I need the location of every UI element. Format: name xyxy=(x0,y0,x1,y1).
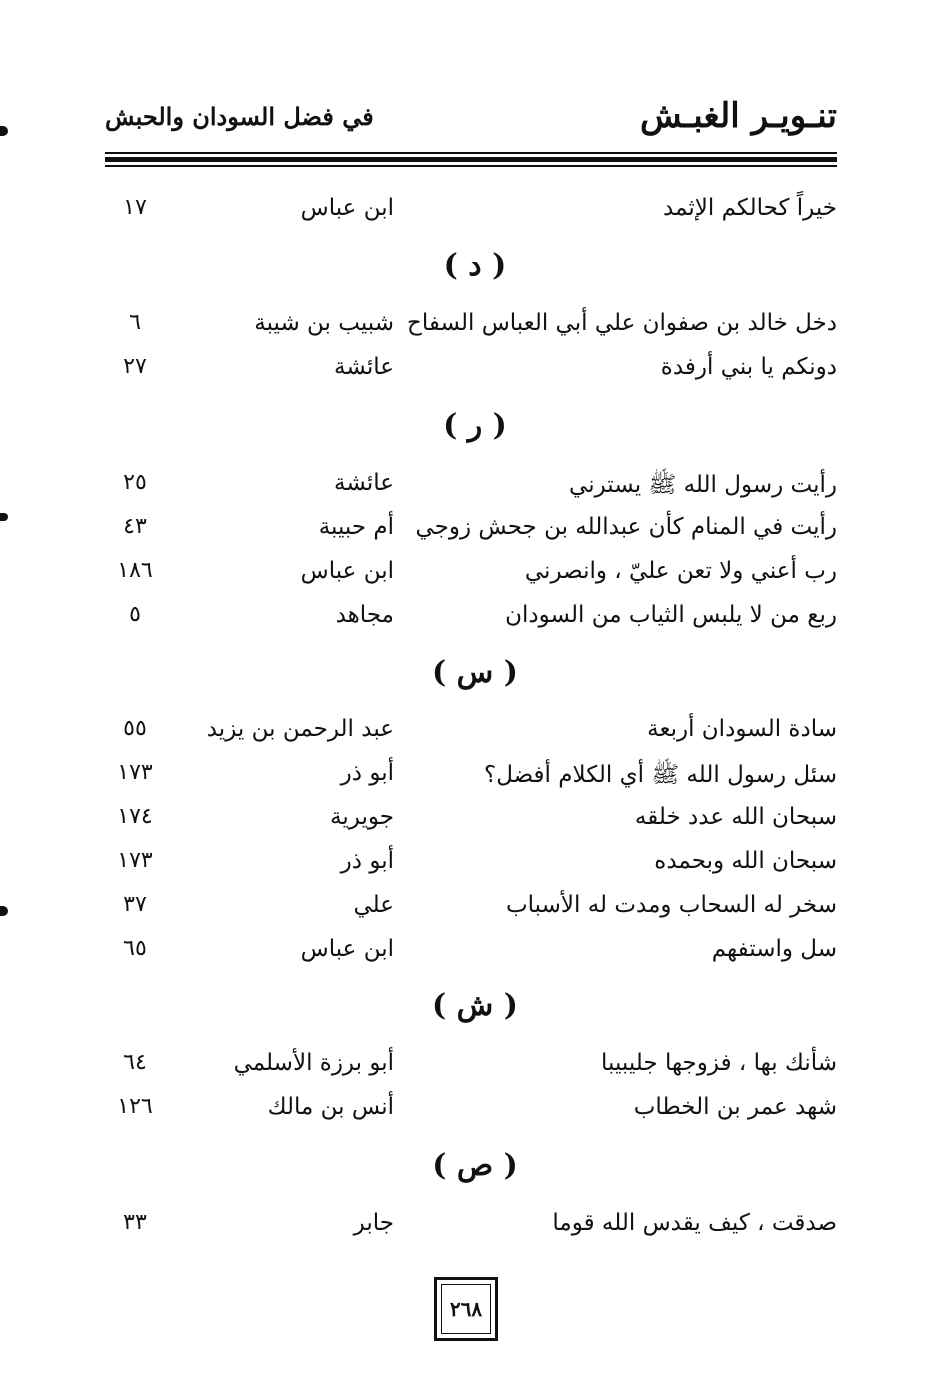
narrator-name: أبو برزة الأسلمي xyxy=(233,1050,394,1076)
page-reference: ٢٥ xyxy=(123,470,147,495)
hadith-phrase: شهد عمر بن الخطاب xyxy=(633,1094,837,1120)
section-letter-sad: ( ص ) xyxy=(432,1148,518,1183)
narrator-name: جويرية xyxy=(330,804,394,830)
hadith-phrase: سخر له السحاب ومدت له الأسباب xyxy=(506,892,837,918)
page-reference: ٣٣ xyxy=(123,1210,147,1235)
narrator-name: أم حبيبة xyxy=(318,514,394,540)
page-reference: ١٧٣ xyxy=(117,760,153,785)
index-row xyxy=(105,310,837,350)
narrator-name: علي xyxy=(353,892,394,918)
section-letter-dal: ( د ) xyxy=(443,248,507,283)
scan-edge-mark xyxy=(0,906,8,916)
index-row xyxy=(105,1050,837,1090)
narrator-name: أنس بن مالك xyxy=(267,1094,394,1120)
page-number-box xyxy=(434,1277,498,1341)
hadith-phrase: ربع من لا يلبس الثياب من السودان xyxy=(505,602,837,628)
page-reference: ١٧٣ xyxy=(117,848,153,873)
narrator-name: عائشة xyxy=(334,470,394,496)
index-row xyxy=(105,1210,837,1250)
page-reference: ٥ xyxy=(129,602,141,627)
header-rule-thick xyxy=(105,157,837,162)
narrator-name: عبد الرحمن بن يزيد xyxy=(206,716,394,742)
section-letter-shin: ( ش ) xyxy=(432,988,518,1023)
narrator-name: ابن عباس xyxy=(300,936,394,962)
index-row xyxy=(105,1094,837,1134)
index-row xyxy=(105,195,837,235)
page-reference: ١٢٦ xyxy=(117,1094,153,1119)
narrator-name: عائشة xyxy=(334,354,394,380)
hadith-phrase: خيراً كحالكم الإثمد xyxy=(663,195,837,221)
page-reference: ٢٧ xyxy=(123,354,147,379)
index-row xyxy=(105,354,837,394)
index-row xyxy=(105,602,837,642)
narrator-name: جابر xyxy=(353,1210,394,1236)
index-row xyxy=(105,716,837,756)
index-row xyxy=(105,936,837,976)
hadith-phrase: رأيت رسول الله ﷺ يسترني xyxy=(569,472,837,498)
hadith-phrase: سئل رسول الله ﷺ أي الكلام أفضل؟ xyxy=(483,762,837,788)
narrator-name: أبو ذر xyxy=(340,848,394,874)
page-reference: ١٧٤ xyxy=(117,804,153,829)
hadith-phrase: سبحان الله عدد خلقه xyxy=(634,804,837,830)
hadith-phrase: سادة السودان أربعة xyxy=(647,716,837,742)
hadith-phrase: شأنك بها ، فزوجها جليبيبا xyxy=(601,1050,837,1076)
scan-edge-mark xyxy=(0,126,8,136)
book-title: تنـويـر الغبـش xyxy=(639,96,837,136)
index-row xyxy=(105,804,837,844)
index-row xyxy=(105,470,837,510)
header-rule-bottom xyxy=(105,165,837,167)
hadith-phrase: رأيت في المنام كأن عبدالله بن جحش زوجي xyxy=(415,514,837,540)
page-reference: ٦٤ xyxy=(123,1050,147,1075)
section-letter-sin: ( س ) xyxy=(432,655,518,690)
hadith-phrase: دونكم يا بني أرفدة xyxy=(660,354,837,380)
header-rule-top xyxy=(105,152,837,154)
page-reference: ١٧ xyxy=(123,195,147,220)
page-reference: ٥٥ xyxy=(123,716,147,741)
scan-edge-mark xyxy=(0,513,8,521)
index-row xyxy=(105,848,837,888)
narrator-name: أبو ذر xyxy=(340,760,394,786)
page-number: ٢٦٨ xyxy=(441,1284,491,1334)
narrator-name: شبيب بن شيبة xyxy=(254,310,394,336)
page-reference: ٦٥ xyxy=(123,936,147,961)
book-subtitle: في فضل السودان والحبش xyxy=(105,102,374,131)
section-letter-ra: ( ر ) xyxy=(443,408,507,443)
narrator-name: مجاهد xyxy=(335,602,394,628)
page-reference: ٤٣ xyxy=(123,514,147,539)
page-reference: ٣٧ xyxy=(123,892,147,917)
narrator-name: ابن عباس xyxy=(300,195,394,221)
hadith-phrase: صدقت ، كيف يقدس الله قوما xyxy=(552,1210,837,1236)
index-row xyxy=(105,760,837,800)
hadith-phrase: سبحان الله وبحمده xyxy=(654,848,837,874)
hadith-phrase: سل واستفهم xyxy=(711,936,837,962)
index-row xyxy=(105,892,837,932)
page-reference: ٦ xyxy=(129,310,141,335)
index-row xyxy=(105,558,837,598)
page-reference: ١٨٦ xyxy=(117,558,153,583)
hadith-phrase: دخل خالد بن صفوان علي أبي العباس السفاح xyxy=(407,310,837,336)
narrator-name: ابن عباس xyxy=(300,558,394,584)
running-header xyxy=(105,96,837,148)
hadith-phrase: رب أعني ولا تعن عليّ ، وانصرني xyxy=(524,558,837,584)
index-row xyxy=(105,514,837,554)
